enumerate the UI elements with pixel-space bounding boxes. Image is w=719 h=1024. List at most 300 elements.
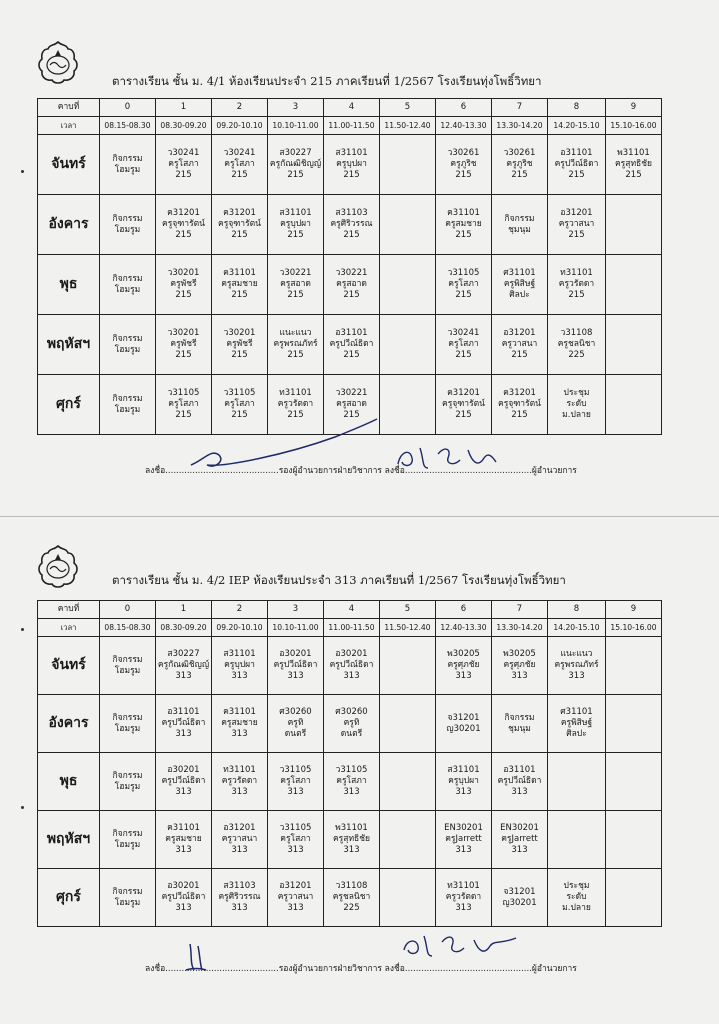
slot-room: 225 xyxy=(568,349,585,360)
slot-room: 215 xyxy=(231,289,248,300)
slot-code: อ31101 xyxy=(335,328,368,339)
class-slot xyxy=(100,869,156,927)
class-slot xyxy=(156,869,212,927)
day-row xyxy=(38,869,662,927)
slot-teacher: ครูปวีณ์ธิดา xyxy=(554,159,599,170)
slot-code: แนะแนว xyxy=(560,649,593,660)
day-name: พฤหัสฯ xyxy=(38,811,100,869)
class-slot xyxy=(492,637,548,695)
slot-teacher: ครูศุภชัย xyxy=(503,660,536,671)
empty-slot xyxy=(606,255,662,315)
slot-code: ศ30260 xyxy=(279,707,312,718)
slot-code: ว30241 xyxy=(167,148,200,159)
empty-slot xyxy=(380,753,436,811)
class-slot xyxy=(156,811,212,869)
empty-slot xyxy=(380,695,436,753)
slot-room: 313 xyxy=(455,786,472,797)
time-slot: 08.15-08.30 xyxy=(100,619,156,637)
class-slot xyxy=(324,255,380,315)
class-slot xyxy=(212,811,268,869)
class-slot xyxy=(548,195,606,255)
class-slot xyxy=(100,637,156,695)
class-slot xyxy=(268,811,324,869)
class-slot xyxy=(324,811,380,869)
period-number: 1 xyxy=(156,99,212,117)
timetable-title: ตารางเรียน ชั้น ม. 4/1 ห้องเรียนประจำ 215 ภาคเรียนที่ 1/2567 โรงเรียนทุ่งโพธิ์วิทยา xyxy=(112,74,542,88)
slot-code: ว31105 xyxy=(335,765,368,776)
slot-room: 215 xyxy=(455,289,472,300)
slot-teacher: ครูบุปผา xyxy=(224,660,255,671)
slot-code: อ31201 xyxy=(560,208,593,219)
slot-code: ว31105 xyxy=(167,388,200,399)
slot-teacher: ครูสอาด xyxy=(336,279,367,290)
period-number: 9 xyxy=(606,601,662,619)
hole-punch-mark xyxy=(21,628,24,631)
slot-teacher: ครูปวีณ์ธิดา xyxy=(161,718,206,729)
slot-code: ว30201 xyxy=(223,328,256,339)
slot-room: 215 xyxy=(343,169,360,180)
signature-line: ลงชื่อ..........................................รองผู้อำนวยการฝ่ายวิชาการ ลงชื่อ...............................................ผู้อำนวยการ xyxy=(145,964,577,974)
class-slot xyxy=(492,869,548,927)
empty-slot xyxy=(380,637,436,695)
slot-code: กิจกรรม xyxy=(112,333,143,344)
slot-teacher: ครูวรัตดา xyxy=(221,776,258,787)
slot-teacher: ครูภูริช xyxy=(506,159,533,170)
slot-room: 313 xyxy=(175,670,192,681)
slot-teacher: ครูJarrett xyxy=(445,834,482,845)
slot-code: พ31101 xyxy=(617,148,650,159)
slot-teacher: โฮมรูม xyxy=(114,781,141,792)
slot-teacher: โฮมรูม xyxy=(114,839,141,850)
class-slot xyxy=(268,135,324,195)
slot-code: ค31201 xyxy=(223,208,256,219)
slot-teacher: ครูพิสิษฐ์ xyxy=(503,279,536,290)
slot-room: ม.ปลาย xyxy=(562,409,591,420)
class-slot xyxy=(100,195,156,255)
signature-line: ลงชื่อ..........................................รองผู้อำนวยการฝ่ายวิชาการ ลงชื่อ...............................................ผู้อำนวยการ xyxy=(145,466,577,476)
slot-teacher: ครูสอาด xyxy=(280,279,311,290)
period-number: 2 xyxy=(212,99,268,117)
empty-slot xyxy=(606,315,662,375)
class-slot xyxy=(492,255,548,315)
slot-room: 313 xyxy=(511,844,528,855)
slot-code: อ31201 xyxy=(503,328,536,339)
slot-room: 313 xyxy=(287,844,304,855)
class-slot xyxy=(492,135,548,195)
class-slot xyxy=(492,315,548,375)
slot-teacher: ครูบุปผา xyxy=(280,219,311,230)
class-slot xyxy=(156,637,212,695)
slot-room: 215 xyxy=(568,169,585,180)
class-slot xyxy=(100,255,156,315)
slot-code: ศ30260 xyxy=(335,707,368,718)
slot-code: ส31101 xyxy=(279,208,312,219)
period-number: 8 xyxy=(548,601,606,619)
slot-room: 313 xyxy=(568,670,585,681)
time-slot: 12.40-13.30 xyxy=(436,117,492,135)
class-slot xyxy=(492,375,548,435)
class-slot xyxy=(548,695,606,753)
slot-code: ว31105 xyxy=(447,268,480,279)
class-slot xyxy=(436,255,492,315)
slot-code: กิจกรรม xyxy=(112,153,143,164)
slot-code: อ30201 xyxy=(279,649,312,660)
slot-code: อ31201 xyxy=(279,881,312,892)
class-slot xyxy=(100,753,156,811)
slot-teacher: ครูปวีณ์ธิดา xyxy=(273,660,318,671)
slot-code: ว31108 xyxy=(335,881,368,892)
slot-room: 313 xyxy=(175,786,192,797)
slot-teacher: ญ30201 xyxy=(502,897,537,908)
slot-teacher: ครูพัชรี xyxy=(226,339,253,350)
class-slot xyxy=(324,135,380,195)
slot-code: ว30261 xyxy=(447,148,480,159)
slot-teacher: ครูสมชาย xyxy=(221,279,258,290)
slot-code: EN30201 xyxy=(500,823,539,834)
time-slot: 10.10-11.00 xyxy=(268,117,324,135)
slot-code: ค31201 xyxy=(167,208,200,219)
class-slot xyxy=(268,753,324,811)
time-slot: 08.30-09.20 xyxy=(156,117,212,135)
period-number: 9 xyxy=(606,99,662,117)
empty-slot xyxy=(606,695,662,753)
empty-slot xyxy=(606,869,662,927)
slot-teacher: ครูโสภา xyxy=(224,399,255,410)
slot-teacher: ครูบุปผา xyxy=(336,159,367,170)
slot-room: 215 xyxy=(455,229,472,240)
slot-teacher: โฮมรูม xyxy=(114,284,141,295)
slot-code: อ31101 xyxy=(560,148,593,159)
period-number: 4 xyxy=(324,601,380,619)
slot-teacher: ครูวรัตดา xyxy=(277,399,314,410)
slot-teacher: ญ30201 xyxy=(446,723,481,734)
class-slot xyxy=(324,753,380,811)
slot-code: อ31101 xyxy=(503,765,536,776)
handwritten-signature-icon xyxy=(392,440,502,474)
slot-teacher: ครูทิ xyxy=(287,718,304,729)
period-number: 6 xyxy=(436,601,492,619)
slot-room: 313 xyxy=(231,670,248,681)
empty-slot xyxy=(548,753,606,811)
slot-code: ค31101 xyxy=(223,707,256,718)
slot-teacher: ครูสุทธิชัย xyxy=(615,159,652,170)
class-slot xyxy=(100,315,156,375)
slot-code: ว30261 xyxy=(503,148,536,159)
class-slot xyxy=(156,753,212,811)
slot-code: ศ31101 xyxy=(560,707,593,718)
class-slot xyxy=(156,195,212,255)
slot-code: ท31101 xyxy=(279,388,312,399)
time-slot: 09.20-10.10 xyxy=(212,619,268,637)
timetable-table xyxy=(37,98,662,435)
timetable-table xyxy=(37,600,662,927)
slot-code: ส31101 xyxy=(447,765,480,776)
slot-teacher: ครูสุทธิชัย xyxy=(333,834,370,845)
time-slot: 13.30-14.20 xyxy=(492,619,548,637)
slot-code: ค31201 xyxy=(503,388,536,399)
slot-room: 215 xyxy=(343,349,360,360)
slot-teacher: โฮมรูม xyxy=(114,164,141,175)
slot-teacher: ครูพรณภัทร์ xyxy=(554,660,599,671)
slot-code: กิจกรรม xyxy=(112,886,143,897)
slot-teacher: โฮมรูม xyxy=(114,897,141,908)
slot-teacher: ครูปวีณ์ธิดา xyxy=(161,776,206,787)
empty-slot xyxy=(548,811,606,869)
day-name: อังคาร xyxy=(38,695,100,753)
slot-room: 215 xyxy=(343,229,360,240)
slot-room: 215 xyxy=(287,349,304,360)
slot-code: กิจกรรม xyxy=(112,273,143,284)
slot-code: ว31105 xyxy=(279,823,312,834)
slot-room: ดนตรี xyxy=(340,728,363,739)
slot-teacher: ครูปวีณ์ธิดา xyxy=(161,892,206,903)
period-header-row xyxy=(38,99,662,117)
slot-teacher: ครูโสภา xyxy=(336,776,367,787)
slot-teacher: ครูชลนิชา xyxy=(332,892,371,903)
class-slot xyxy=(492,811,548,869)
slot-teacher: ครูโสภา xyxy=(448,279,479,290)
slot-teacher: ครูสอาด xyxy=(336,399,367,410)
slot-code: อ30201 xyxy=(167,765,200,776)
slot-code: อ31101 xyxy=(167,707,200,718)
slot-room: 313 xyxy=(231,786,248,797)
class-slot xyxy=(436,753,492,811)
slot-room: 313 xyxy=(175,728,192,739)
day-row xyxy=(38,135,662,195)
slot-code: ว30221 xyxy=(335,268,368,279)
slot-code: ท31101 xyxy=(560,268,593,279)
slot-room: 313 xyxy=(343,844,360,855)
slot-teacher: ครูโสภา xyxy=(168,399,199,410)
slot-code: ประชุม xyxy=(563,388,590,399)
period-number: 1 xyxy=(156,601,212,619)
slot-room: 215 xyxy=(455,409,472,420)
class-slot xyxy=(268,695,324,753)
slot-teacher: โฮมรูม xyxy=(114,665,141,676)
slot-code: อ30201 xyxy=(167,881,200,892)
slot-room: 215 xyxy=(287,289,304,300)
slot-code: พ31101 xyxy=(335,823,368,834)
slot-code: กิจกรรม xyxy=(112,213,143,224)
slot-teacher: ครูโสภา xyxy=(280,834,311,845)
slot-code: ท31101 xyxy=(447,881,480,892)
empty-slot xyxy=(380,135,436,195)
empty-slot xyxy=(380,869,436,927)
class-slot xyxy=(212,195,268,255)
class-slot xyxy=(548,135,606,195)
slot-teacher: ครูกัณฒิชิญญ์ xyxy=(269,159,322,170)
slot-teacher: ชุมนุม xyxy=(508,723,531,734)
class-slot xyxy=(436,195,492,255)
slot-code: กิจกรรม xyxy=(112,712,143,723)
slot-code: กิจกรรม xyxy=(504,712,535,723)
slot-room: 215 xyxy=(175,289,192,300)
empty-slot xyxy=(606,753,662,811)
slot-room: 313 xyxy=(287,786,304,797)
slot-room: 215 xyxy=(287,229,304,240)
slot-teacher: ชุมนุม xyxy=(508,224,531,235)
time-slot: 12.40-13.30 xyxy=(436,619,492,637)
empty-slot xyxy=(606,637,662,695)
time-slot: 11.50-12.40 xyxy=(380,619,436,637)
period-number: 0 xyxy=(100,601,156,619)
slot-teacher: โฮมรูม xyxy=(114,224,141,235)
class-slot xyxy=(548,315,606,375)
slot-code: ค31101 xyxy=(447,208,480,219)
time-slot: 15.10-16.00 xyxy=(606,619,662,637)
time-slot: 11.50-12.40 xyxy=(380,117,436,135)
slot-teacher: ครูจุฑารัตน์ xyxy=(162,219,205,230)
period-number: 5 xyxy=(380,99,436,117)
slot-room: 313 xyxy=(455,902,472,913)
slot-room: 215 xyxy=(568,289,585,300)
slot-teacher: ครูศิริวรรณ xyxy=(330,219,373,230)
slot-room: 215 xyxy=(343,289,360,300)
timetable-title: ตารางเรียน ชั้น ม. 4/2 IEP ห้องเรียนประจำ 313 ภาคเรียนที่ 1/2567 โรงเรียนทุ่งโพธิ์วิทยา xyxy=(112,573,566,587)
slot-room: 215 xyxy=(287,169,304,180)
page-divider xyxy=(0,516,719,517)
day-name: ศุกร์ xyxy=(38,869,100,927)
class-slot xyxy=(492,753,548,811)
class-slot xyxy=(212,869,268,927)
handwritten-signature-icon xyxy=(185,415,385,475)
slot-room: 215 xyxy=(343,409,360,420)
class-slot xyxy=(268,255,324,315)
slot-room: ดนตรี xyxy=(284,728,307,739)
class-slot xyxy=(268,869,324,927)
day-row xyxy=(38,811,662,869)
period-number: 7 xyxy=(492,99,548,117)
slot-room: 215 xyxy=(231,349,248,360)
class-slot xyxy=(268,315,324,375)
class-slot xyxy=(212,315,268,375)
day-name: พฤหัสฯ xyxy=(38,315,100,375)
slot-room: 215 xyxy=(231,409,248,420)
slot-code: EN30201 xyxy=(444,823,483,834)
slot-teacher: ครูโสภา xyxy=(224,159,255,170)
class-slot xyxy=(548,255,606,315)
slot-teacher: ครูพัชรี xyxy=(170,339,197,350)
day-name: พุธ xyxy=(38,255,100,315)
period-number: 7 xyxy=(492,601,548,619)
period-number: 4 xyxy=(324,99,380,117)
class-slot xyxy=(212,695,268,753)
slot-code: ว31105 xyxy=(279,765,312,776)
time-slot: 09.20-10.10 xyxy=(212,117,268,135)
time-label: เวลา xyxy=(38,619,100,637)
slot-code: ว30201 xyxy=(167,328,200,339)
slot-code: ค31201 xyxy=(447,388,480,399)
slot-room: 313 xyxy=(175,902,192,913)
slot-teacher: ครูชลนิชา xyxy=(557,339,596,350)
slot-teacher: ครูภูริช xyxy=(450,159,477,170)
slot-room: ศิลปะ xyxy=(566,728,587,739)
slot-code: ว30201 xyxy=(167,268,200,279)
class-slot xyxy=(156,315,212,375)
slot-code: ท31101 xyxy=(223,765,256,776)
day-row xyxy=(38,255,662,315)
slot-teacher: ครูจุฑารัตน์ xyxy=(442,399,485,410)
time-slot: 15.10-16.00 xyxy=(606,117,662,135)
period-number: 8 xyxy=(548,99,606,117)
handwritten-signature-icon xyxy=(398,930,522,966)
time-slot: 13.30-14.20 xyxy=(492,117,548,135)
slot-code: ว30221 xyxy=(335,388,368,399)
class-slot xyxy=(436,695,492,753)
slot-room: ศิลปะ xyxy=(509,289,530,300)
period-label: คาบที่ xyxy=(38,601,100,619)
class-slot xyxy=(436,869,492,927)
slot-room: 215 xyxy=(625,169,642,180)
slot-teacher: โฮมรูม xyxy=(114,404,141,415)
empty-slot xyxy=(380,811,436,869)
slot-room: 313 xyxy=(287,902,304,913)
slot-room: 313 xyxy=(455,670,472,681)
class-slot xyxy=(324,869,380,927)
slot-teacher: ครูโสภา xyxy=(168,159,199,170)
slot-teacher: ครูสมชาย xyxy=(165,834,202,845)
slot-room: 215 xyxy=(175,409,192,420)
slot-teacher: ระดับ xyxy=(566,892,587,903)
slot-code: กิจกรรม xyxy=(112,828,143,839)
slot-code: ว30241 xyxy=(447,328,480,339)
empty-slot xyxy=(380,255,436,315)
slot-teacher: ครูวาสนา xyxy=(277,892,314,903)
class-slot xyxy=(436,811,492,869)
slot-room: 313 xyxy=(231,844,248,855)
slot-code: กิจกรรม xyxy=(112,654,143,665)
time-slot: 08.15-08.30 xyxy=(100,117,156,135)
slot-code: ว30221 xyxy=(279,268,312,279)
class-slot xyxy=(548,869,606,927)
slot-teacher: ครูปวีณ์ธิดา xyxy=(497,776,542,787)
slot-code: อ30201 xyxy=(335,649,368,660)
class-slot xyxy=(100,135,156,195)
slot-code: ค31101 xyxy=(167,823,200,834)
time-slot: 14.20-15.10 xyxy=(548,117,606,135)
slot-code: ประชุม xyxy=(563,881,590,892)
slot-code: พ30205 xyxy=(503,649,536,660)
period-number: 0 xyxy=(100,99,156,117)
school-emblem-icon xyxy=(36,544,80,590)
class-slot xyxy=(156,135,212,195)
slot-room: 215 xyxy=(175,169,192,180)
class-slot xyxy=(324,637,380,695)
class-slot xyxy=(548,637,606,695)
day-row xyxy=(38,695,662,753)
slot-room: 215 xyxy=(231,169,248,180)
empty-slot xyxy=(380,315,436,375)
slot-code: ส30227 xyxy=(279,148,312,159)
slot-code: ศ31101 xyxy=(503,268,536,279)
slot-teacher: ครูศุภชัย xyxy=(447,660,480,671)
slot-teacher: ครูโสภา xyxy=(280,776,311,787)
period-header-row xyxy=(38,601,662,619)
day-name: อังคาร xyxy=(38,195,100,255)
slot-code: แนะแนว xyxy=(279,328,312,339)
time-slot: 11.00-11.50 xyxy=(324,117,380,135)
time-row xyxy=(38,117,662,135)
class-slot xyxy=(324,695,380,753)
slot-room: 225 xyxy=(343,902,360,913)
slot-teacher: ครูพรณภัทร์ xyxy=(273,339,318,350)
slot-teacher: ครูกัณฒิชิญญ์ xyxy=(157,660,210,671)
slot-room: 313 xyxy=(511,670,528,681)
day-name: ศุกร์ xyxy=(38,375,100,435)
slot-teacher: ครูสมชาย xyxy=(445,219,482,230)
empty-slot xyxy=(380,375,436,435)
slot-teacher: ครูทิ xyxy=(343,718,360,729)
